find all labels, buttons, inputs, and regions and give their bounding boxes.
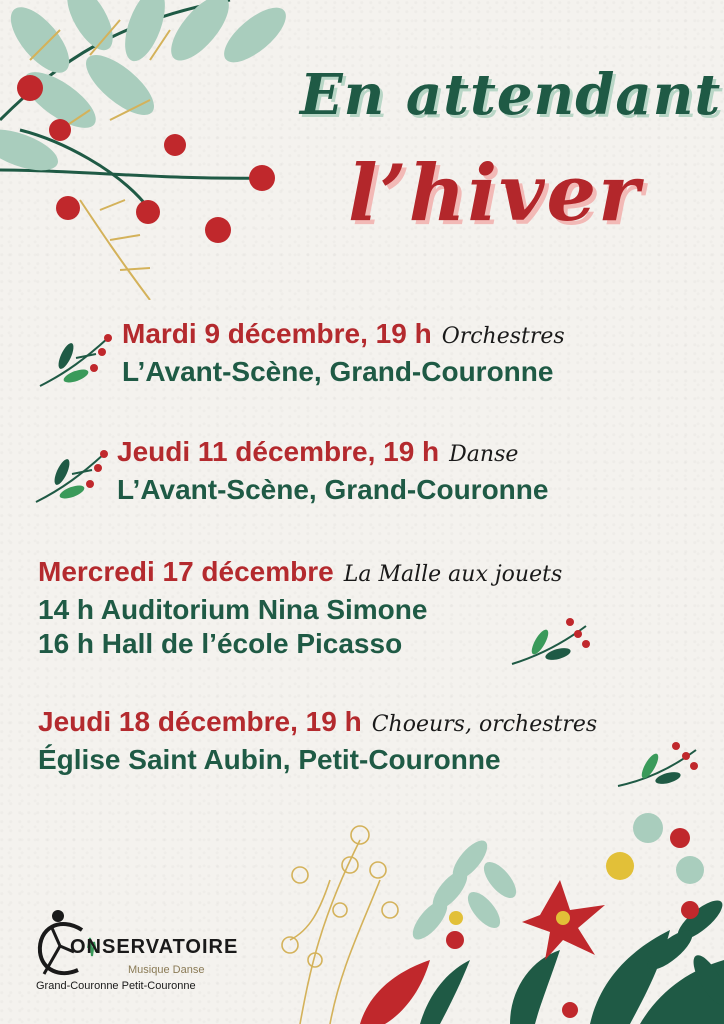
event-date: Jeudi 11 décembre, 19 h (117, 436, 440, 467)
logo-subtitle: Musique Danse (128, 964, 205, 976)
event-4 (38, 706, 597, 776)
event-date: Mercredi 17 décembre (38, 556, 334, 587)
title-line-2: l’hiver (348, 148, 642, 239)
holly-sprig-icon (36, 328, 116, 390)
holly-sprig-icon (616, 740, 700, 790)
foliage-bottom-right-illustration (260, 810, 724, 1024)
event-1 (122, 318, 565, 388)
event-place: L’Avant-Scène, Grand-Couronne (117, 474, 549, 505)
logo-wordmark: ONSERVATOIRE (70, 936, 239, 958)
event-place: 14 h Auditorium Nina Simone (38, 594, 428, 625)
event-date: Jeudi 18 décembre, 19 h (38, 706, 362, 737)
event-2 (117, 436, 548, 506)
holly-sprig-icon (32, 444, 112, 506)
event-category: Choeurs, orchestres (371, 712, 598, 737)
foliage-top-left-illustration (0, 0, 310, 300)
event-date: Mardi 9 décembre, 19 h (122, 318, 432, 349)
event-place: Église Saint Aubin, Petit-Couronne (38, 744, 501, 775)
logo-towns: Grand-Couronne Petit-Couronne (36, 980, 196, 992)
event-category: Orchestres (441, 324, 565, 349)
title-line-1: En attendant (300, 62, 722, 128)
event-category: La Malle aux jouets (343, 562, 563, 587)
event-place: L’Avant-Scène, Grand-Couronne (122, 356, 554, 387)
conservatoire-logo[interactable] (30, 908, 239, 1008)
event-place: 16 h Hall de l’école Picasso (38, 628, 403, 659)
event-3 (38, 556, 562, 660)
holly-sprig-icon (510, 614, 590, 668)
event-category: Danse (449, 442, 519, 467)
